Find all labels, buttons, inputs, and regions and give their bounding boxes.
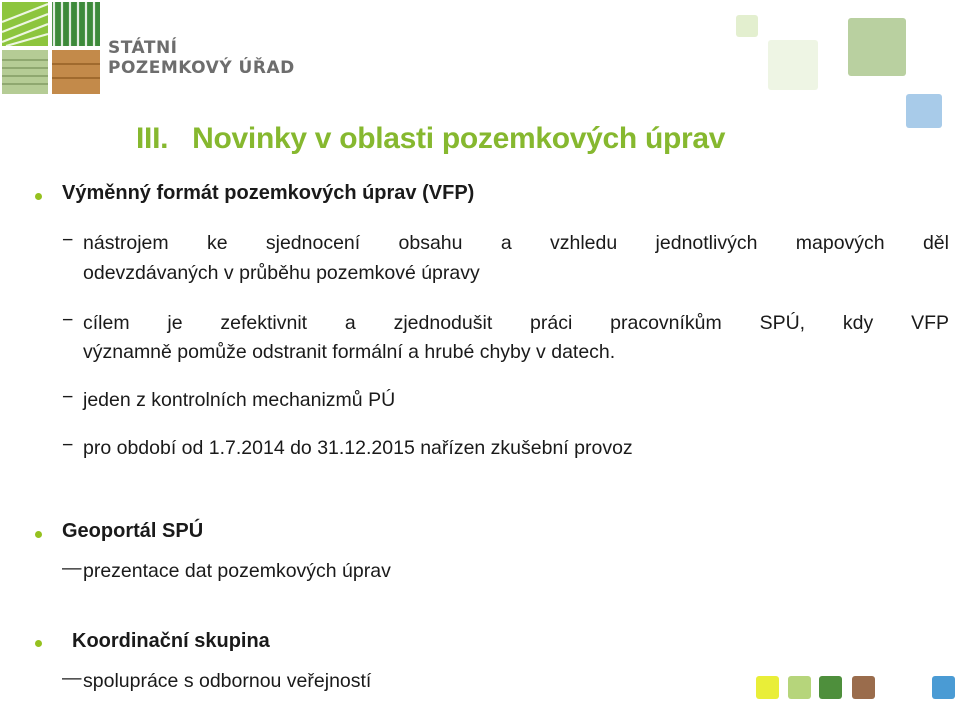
logo-wordmark (108, 38, 295, 78)
dash-marker: — (62, 557, 82, 579)
section-heading: Koordinační skupina (72, 630, 270, 652)
deco-square (768, 40, 818, 90)
bullet-dot (35, 640, 42, 647)
title-text: Novinky v oblasti pozemkových úprav (192, 122, 726, 155)
dash-marker: − (62, 434, 74, 456)
logo-line-2: POZEMKOVÝ ÚŘAD (108, 58, 295, 78)
list-item-line: spolupráce s odbornou veřejností (83, 670, 372, 692)
list-item-line: nástrojem ke sjednocení obsahu a vzhledu jednotlivých mapových děl (83, 232, 949, 254)
section-heading: Geoportál SPÚ (62, 520, 204, 542)
list-item-line: odevzdávaných v průběhu pozemkové úpravy (83, 262, 480, 284)
deco-square (906, 94, 942, 128)
bullet-dot (35, 531, 42, 538)
deco-square (852, 676, 875, 699)
dash-marker: − (62, 309, 74, 331)
dash-marker: − (62, 386, 74, 408)
deco-square (932, 676, 955, 699)
dash-marker: − (62, 229, 74, 251)
deco-square (788, 676, 811, 699)
list-item-line: pro období od 1.7.2014 do 31.12.2015 nařízen zkušební provoz (83, 437, 633, 459)
list-item-line: významně pomůže odstranit formální a hrubé chyby v datech. (83, 341, 616, 363)
title-number: III. (136, 122, 169, 155)
list-item-line: prezentace dat pozemkových úprav (83, 560, 391, 582)
bullet-dot (35, 193, 42, 200)
logo-line-1: STÁTNÍ (108, 38, 178, 58)
deco-square (756, 676, 779, 699)
deco-square (736, 15, 758, 37)
list-item-line: cílem je zefektivnit a zjednodušit práci pracovníkům SPÚ, kdy VFP (83, 312, 949, 334)
deco-square (819, 676, 842, 699)
slide-title (136, 122, 725, 156)
section-heading: Výměnný formát pozemkových úprav (VFP) (62, 182, 475, 204)
logo-emblem (2, 2, 100, 94)
list-item-line: jeden z kontrolních mechanizmů PÚ (83, 389, 396, 411)
dash-marker: — (62, 667, 82, 689)
deco-square (848, 18, 906, 76)
